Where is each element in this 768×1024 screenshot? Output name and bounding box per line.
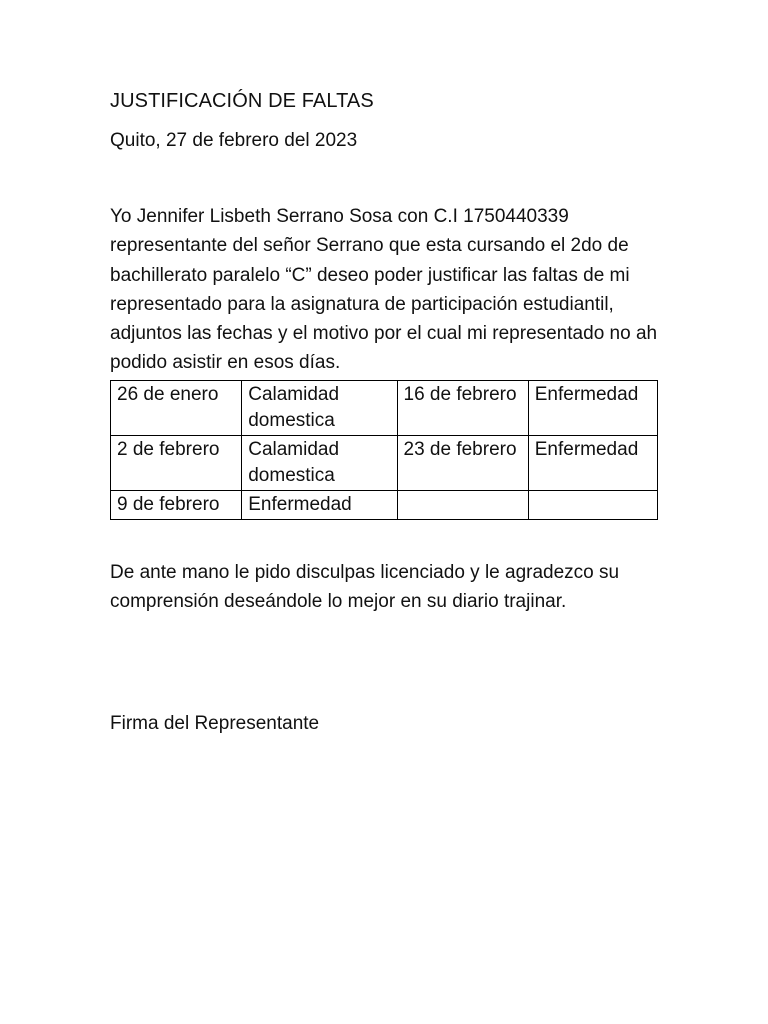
table-cell [397,490,528,519]
table-cell: 23 de febrero [397,435,528,490]
table-cell: Calamidad domestica [242,435,397,490]
date-line: Quito, 27 de febrero del 2023 [110,130,358,151]
closing-paragraph: De ante mano le pido disculpas licenciado y le agradezco su comprensión deseándole lo mejor en su diario trajinar. [110,561,620,613]
signature-line: Firma del Representante [110,713,320,735]
table-cell: 16 de febrero [397,380,528,435]
table-row [111,380,658,435]
table-cell: 2 de febrero [111,435,242,490]
table-cell: Enfermedad [242,490,397,519]
absences-table [110,380,658,520]
table-cell: Enfermedad [528,435,657,490]
table-cell: Enfermedad [528,380,657,435]
document-title: JUSTIFICACIÓN DE FALTAS [110,90,374,112]
table-cell: 9 de febrero [111,490,242,519]
document-page [110,88,670,737]
body-paragraph: Yo Jennifer Lisbeth Serrano Sosa con C.I 1750440339 representante del señor Serrano que esta cursando el 2do de bachillerato paralelo “C” deseo poder justificar las faltas de mi representado para la asignatura de participación estudiantil, adjuntos las fechas y el motivo por el cual mi representado no ah podido asistir en esos días. [110,206,658,374]
table-cell: 26 de enero [111,380,242,435]
table-row [111,435,658,490]
table-cell [528,490,657,519]
table-row [111,490,658,519]
table-cell: Calamidad domestica [242,380,397,435]
